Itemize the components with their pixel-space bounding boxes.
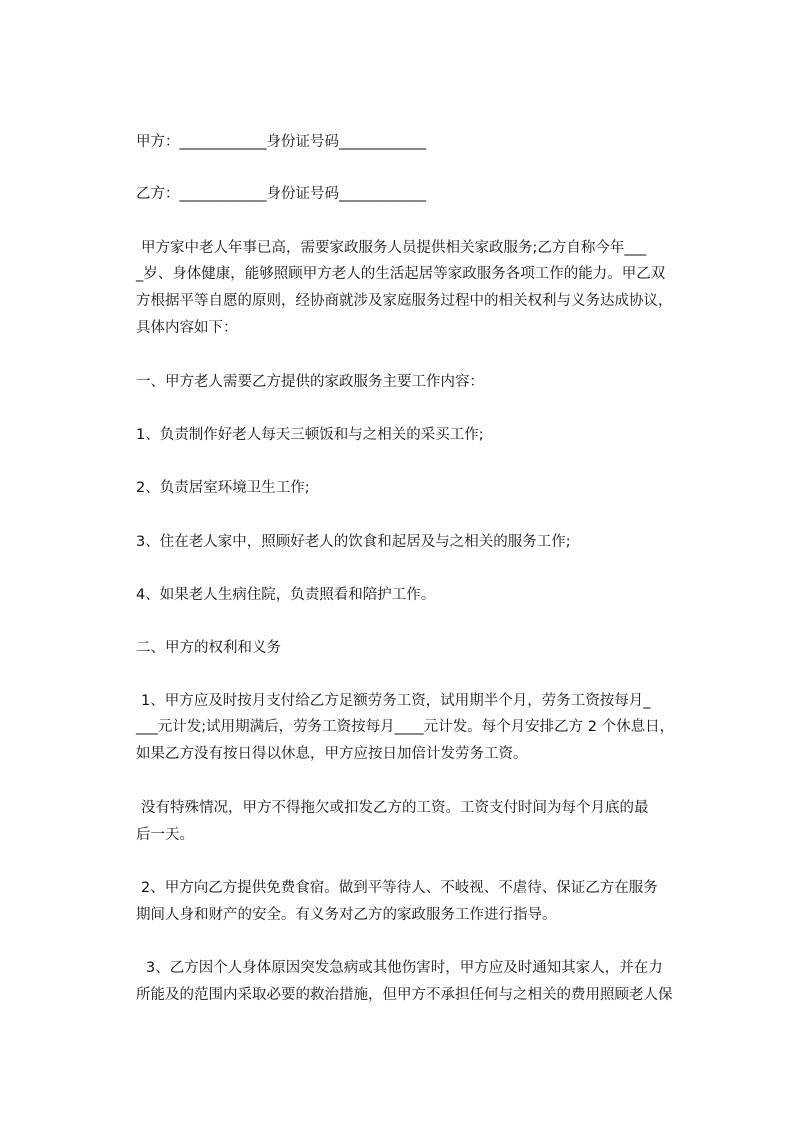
salary-paragraph-line-2: 后一天。 <box>136 827 194 843</box>
salary-paragraph-line-1: 没有特殊情况，甲方不得拖欠或扣发乙方的工资。工资支付时间为每个月底的最 <box>141 800 649 816</box>
section-2-item-2-line-1: 2、甲方向乙方提供免费食宿。做到平等待人、不岐视、不虐待、保证乙方在服务 <box>141 880 658 896</box>
intro-line-3: 方根据平等自愿的原则，经协商就涉及家庭服务过程中的相关权利与义务达成协议， <box>136 293 673 309</box>
section-1-item-4: 4、如果老人生病住院，负责照看和陪护工作。 <box>136 587 436 603</box>
section-1-heading: 一、甲方老人需要乙方提供的家政服务主要工作内容： <box>136 374 484 390</box>
party-b-line: 乙方：____________身份证号码____________ <box>136 186 426 202</box>
section-1-item-2: 2、负责居室环境卫生工作; <box>136 480 310 496</box>
section-2-item-3-line-2: 所能及的范围内采取必要的救治措施，但甲方不承担任何与之相关的费用照顾老人保 <box>136 987 673 1003</box>
intro-line-2: _岁、身体健康，能够照顾甲方老人的生活起居等家政服务各项工作的能力。甲乙双 <box>136 266 666 282</box>
party-a-line: 甲方：____________身份证号码____________ <box>136 134 426 150</box>
section-2-heading: 二、甲方的权利和义务 <box>136 640 281 656</box>
section-1-item-3: 3、住在老人家中，照顾好老人的饮食和起居及与之相关的服务工作; <box>136 534 571 550</box>
intro-line-4: 具体内容如下： <box>136 320 238 336</box>
section-2-item-3-line-1: 3、乙方因个人身体原因突发急病或其他伤害时，甲方应及时通知其家人，并在力 <box>146 960 663 976</box>
section-2-item-1-line-1: 1、甲方应及时按月支付给乙方足额劳务工资，试用期半个月，劳务工资按每月_ <box>141 693 651 709</box>
section-2-item-2-line-2: 期间人身和财产的安全。有义务对乙方的家政服务工作进行指导。 <box>136 907 557 923</box>
section-2-item-1-line-2: ___元计发;试用期满后，劳务工资按每月____元计发。每个月安排乙方 2 个休息日， <box>136 719 675 735</box>
section-1-item-1: 1、负责制作好老人每天三顿饭和与之相关的采买工作; <box>136 427 484 443</box>
section-2-item-1-line-3: 如果乙方没有按日得以休息，甲方应按日加倍计发劳务工资。 <box>136 746 528 762</box>
intro-line-1: 甲方家中老人年事已高，需要家政服务人员提供相关家政服务;乙方自称今年___ <box>141 240 647 256</box>
